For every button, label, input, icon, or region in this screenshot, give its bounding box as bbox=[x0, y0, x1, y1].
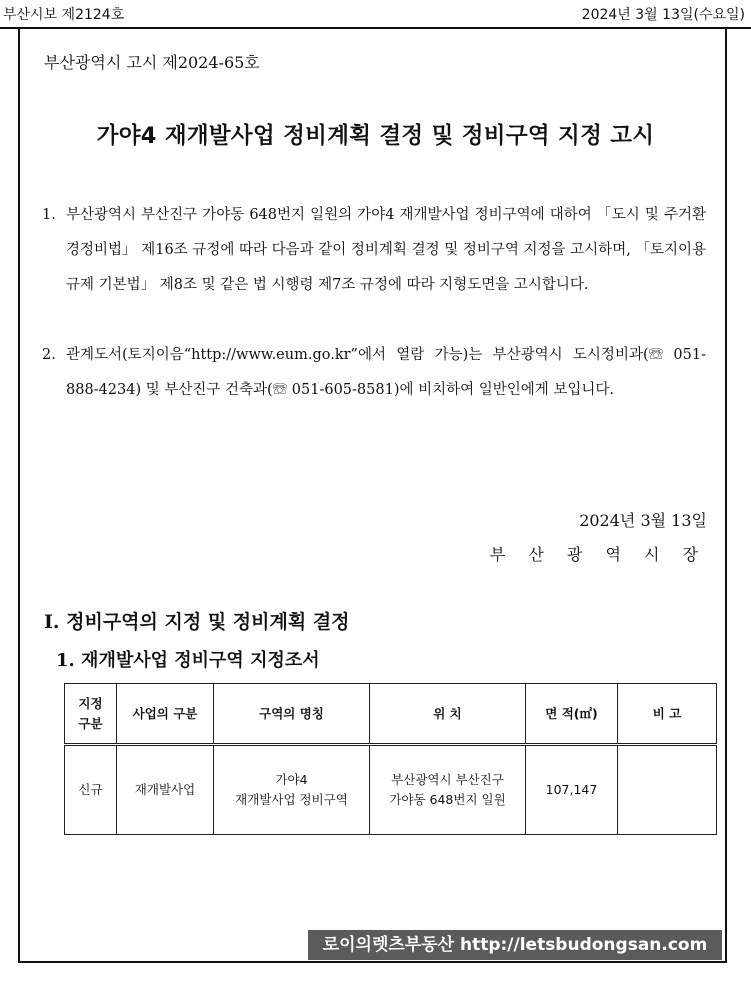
watermark-banner: 로이의렛츠부동산 http://letsbudongsan.com bbox=[308, 930, 722, 960]
signature-date: 2024년 3월 13일 bbox=[579, 511, 707, 530]
header-designation bbox=[65, 684, 117, 745]
paragraph-2 bbox=[42, 338, 706, 408]
zone-designation-table bbox=[64, 683, 717, 835]
cell-zone-name bbox=[214, 745, 370, 835]
header-project-type: 사업의 구분 bbox=[117, 684, 214, 745]
location-line1: 부산광역시 부산진구 bbox=[391, 772, 504, 787]
section-subheading: 1. 재개발사업 정비구역 지정조서 bbox=[56, 650, 320, 671]
notice-number: 부산광역시 고시 제2024-65호 bbox=[44, 53, 260, 72]
publication-date: 2024년 3월 13일(수요일) bbox=[581, 7, 745, 23]
page-title: 가야4 재개발사업 정비계획 결정 및 정비구역 지정 고시 bbox=[96, 123, 655, 149]
header-area: 면 적(㎡) bbox=[526, 684, 618, 745]
cell-remarks bbox=[618, 745, 717, 835]
header-remarks: 비 고 bbox=[618, 684, 717, 745]
signature-name: 부 산 광 역 시 장 bbox=[489, 545, 707, 564]
cell-designation: 신규 bbox=[65, 745, 117, 835]
section-heading: I. 정비구역의 지정 및 정비계획 결정 bbox=[44, 611, 350, 633]
cell-project-type: 재개발사업 bbox=[117, 745, 214, 835]
paragraph-text: 부산광역시 부산진구 가야동 648번지 일원의 가야4 재개발사업 정비구역에 대하여 「도시 및 주거환경정비법」 제16조 규정에 따라 다음과 같이 정비계획 결정 및 정비구역 지정을 고시하며, 「토지이용규제 기본법」 제8조 및 같은 법 시행령 제7조 규정에 따라 지형도면을 고시합니다. bbox=[66, 207, 706, 293]
paragraph-number: 1. bbox=[42, 207, 56, 223]
cell-area: 107,147 bbox=[526, 745, 618, 835]
table-row bbox=[65, 745, 717, 835]
paragraph-number: 2. bbox=[42, 347, 56, 363]
page-header bbox=[0, 0, 751, 28]
zone-name-line1: 가야4 bbox=[275, 772, 308, 787]
location-line2: 가야동 648번지 일원 bbox=[389, 792, 506, 807]
header-designation-line1: 지정 bbox=[78, 695, 103, 711]
header-zone-name: 구역의 명칭 bbox=[214, 684, 370, 745]
bulletin-number: 부산시보 제2124호 bbox=[3, 7, 125, 23]
paragraph-text: 관계도서(토지이음“http://www.eum.go.kr”에서 열람 가능)는 부산광역시 도시정비과(☏ 051-888-4234) 및 부산진구 건축과(☏ 051-605-8581)에 비치하여 일반인에게 보입니다. bbox=[66, 347, 706, 398]
zone-name-line2: 재개발사업 정비구역 bbox=[235, 792, 348, 807]
table-header-row bbox=[65, 684, 717, 745]
cell-location bbox=[370, 745, 526, 835]
header-location: 위 치 bbox=[370, 684, 526, 745]
header-designation-line2: 구분 bbox=[78, 715, 103, 731]
paragraph-1 bbox=[42, 198, 706, 303]
